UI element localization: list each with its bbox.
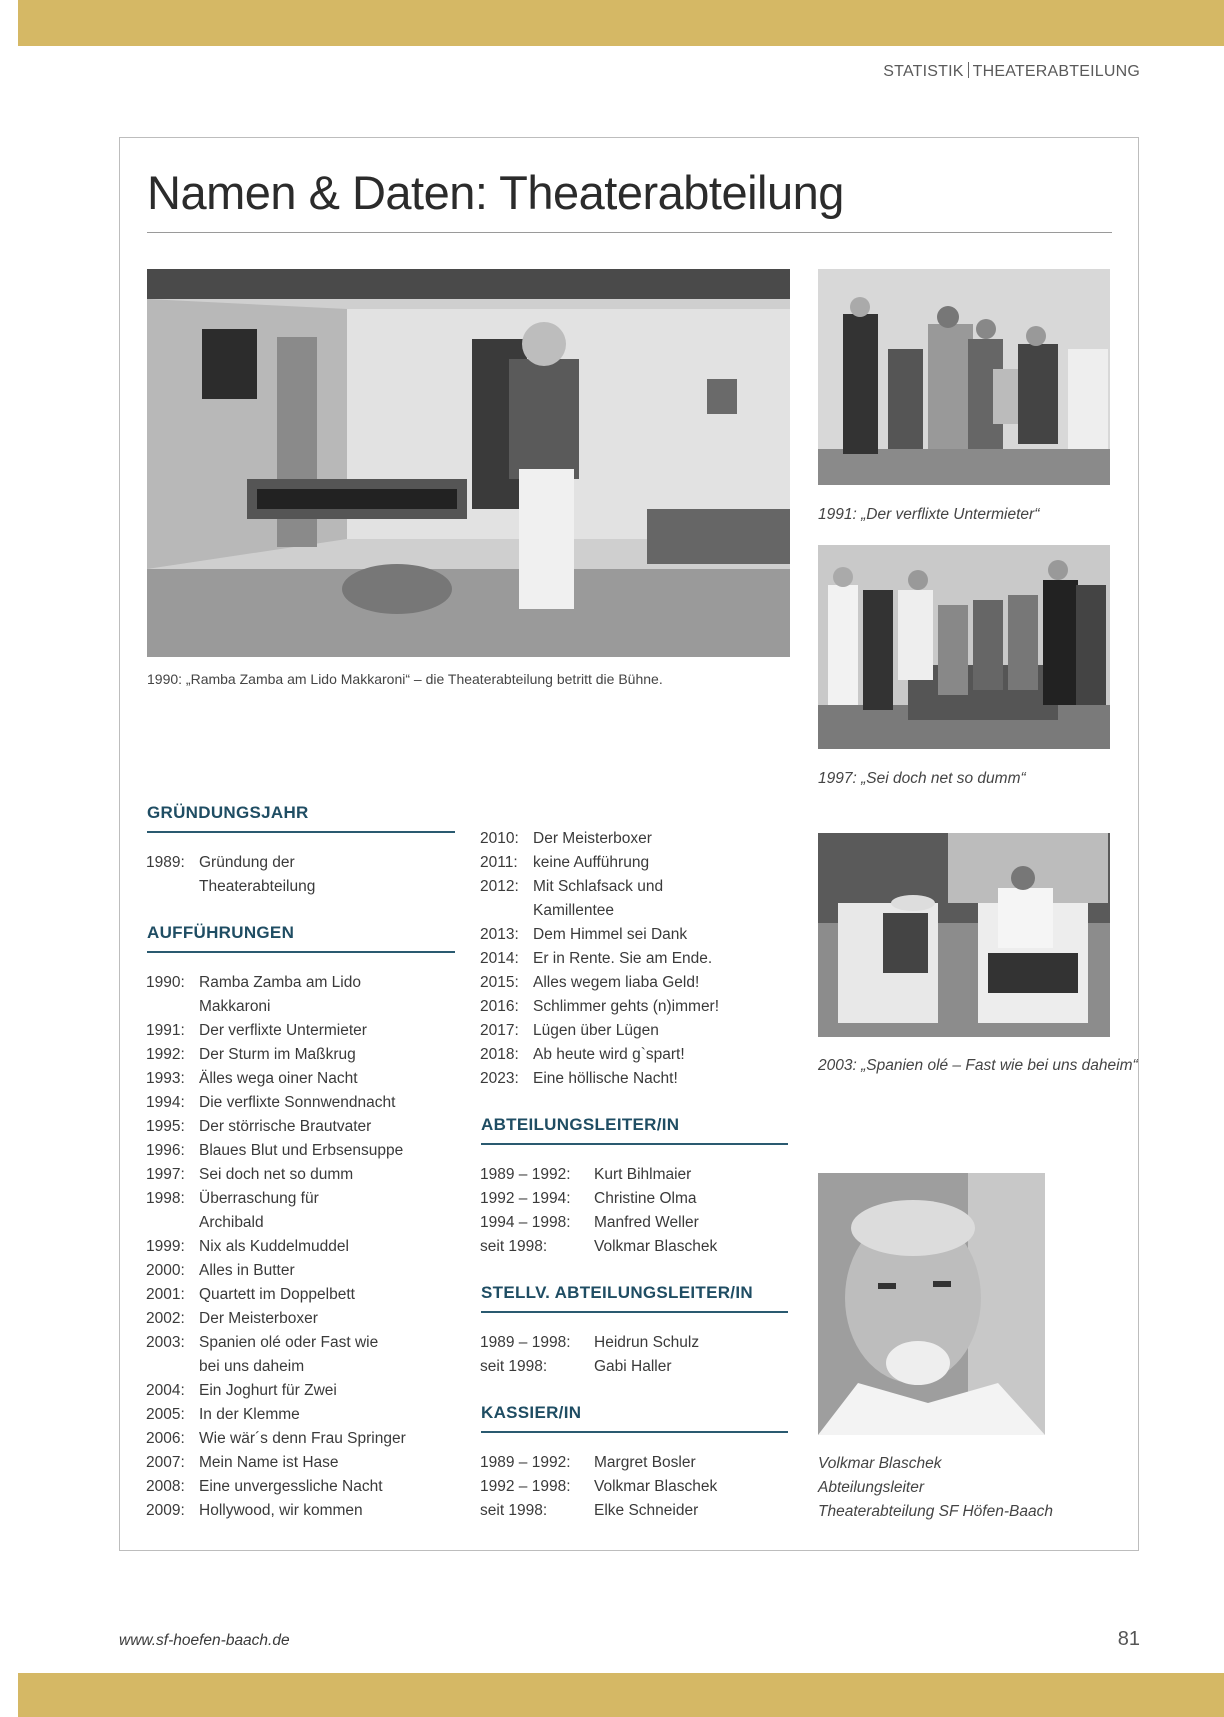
list-item-continuation: Archibald — [199, 1214, 264, 1231]
rule-auffuehrungen — [147, 951, 455, 953]
list-item: 2012: Mit Schlafsack und — [480, 878, 664, 895]
list-item: 1997: Sei doch net so dumm — [146, 1166, 354, 1183]
header-statistik: STATISTIK — [883, 63, 964, 80]
list-item: 1992: Der Sturm im Maßkrug — [146, 1046, 356, 1063]
list-item: 1993: Älles wega oiner Nacht — [146, 1070, 358, 1087]
caption-portrait-role: Abteilungsleiter — [818, 1479, 924, 1496]
list-item: 2015: Alles wegem liaba Geld! — [480, 974, 700, 991]
list-item: 2007: Mein Name ist Hase — [146, 1454, 339, 1471]
header-divider — [968, 62, 969, 78]
caption-portrait-org: Theaterabteilung SF Höfen-Baach — [818, 1503, 1053, 1520]
list-item: 2016: Schlimmer gehts (n)immer! — [480, 998, 720, 1015]
photo-portrait-blaschek — [818, 1173, 1045, 1435]
header-theater: THEATERABTEILUNG — [972, 63, 1140, 80]
list-item: seit 1998: Gabi Haller — [480, 1358, 672, 1375]
rule-stellv — [481, 1311, 788, 1313]
caption-main-photo: 1990: „Ramba Zamba am Lido Makkaroni“ – die Theaterabteilung betritt die Bühne. — [147, 671, 663, 687]
list-item: 2008: Eine unvergessliche Nacht — [146, 1478, 383, 1495]
list-item: 2014: Er in Rente. Sie am Ende. — [480, 950, 713, 967]
section-header — [883, 62, 1140, 81]
list-item: 2017: Lügen über Lügen — [480, 1022, 659, 1039]
list-item: 1989: Gründung der — [146, 854, 295, 871]
list-item: 1989 – 1998: Heidrun Schulz — [480, 1334, 700, 1351]
photo-untermieter — [818, 269, 1110, 485]
heading-stellv-abteilungsleiter: STELLV. ABTEILUNGSLEITER/IN — [481, 1283, 753, 1302]
caption-portrait — [818, 1452, 1053, 1524]
list-item: 2002: Der Meisterboxer — [146, 1310, 318, 1327]
heading-auffuehrungen: AUFFÜHRUNGEN — [147, 923, 295, 942]
list-item: seit 1998: Volkmar Blaschek — [480, 1238, 718, 1255]
list-item: 2003: Spanien olé oder Fast wie — [146, 1334, 379, 1351]
list-item: 2018: Ab heute wird g`spart! — [480, 1046, 685, 1063]
heading-gruendungsjahr: GRÜNDUNGSJAHR — [147, 803, 309, 822]
heading-kassier: KASSIER/IN — [481, 1403, 582, 1422]
list-item: 1992 – 1998: Volkmar Blaschek — [480, 1478, 718, 1495]
list-item: 2005: In der Klemme — [146, 1406, 300, 1423]
list-item: 2010: Der Meisterboxer — [480, 830, 652, 847]
list-item: 2013: Dem Himmel sei Dank — [480, 926, 688, 943]
heading-abteilungsleiter: ABTEILUNGSLEITER/IN — [481, 1115, 680, 1134]
caption-sei-doch: 1997: „Sei doch net so dumm“ — [818, 770, 1026, 787]
list-item: 2006: Wie wär´s denn Frau Springer — [146, 1430, 406, 1447]
list-item: 1989 – 1992: Margret Bosler — [480, 1454, 696, 1471]
rule-gruendungsjahr — [147, 831, 455, 833]
list-kassier — [480, 1451, 790, 1523]
caption-portrait-name: Volkmar Blaschek — [818, 1455, 942, 1472]
title-rule — [147, 232, 1112, 233]
list-item: seit 1998: Elke Schneider — [480, 1502, 699, 1519]
caption-spanien-ole: 2003: „Spanien olé – Fast wie bei uns daheim“ — [818, 1057, 1138, 1074]
list-item: 1994: Die verflixte Sonnwendnacht — [146, 1094, 396, 1111]
list-item: 2011: keine Aufführung — [480, 854, 650, 871]
list-auffuehrungen-col2 — [480, 827, 790, 1091]
footer-url: www.sf-hoefen-baach.de — [119, 1632, 290, 1649]
list-item: 2004: Ein Joghurt für Zwei — [146, 1382, 337, 1399]
list-item: 1992 – 1994: Christine Olma — [480, 1190, 697, 1207]
list-gruendung — [146, 851, 456, 899]
list-item: 1989 – 1992: Kurt Bihlmaier — [480, 1166, 692, 1183]
rule-kassier — [481, 1431, 788, 1433]
list-item: 1998: Überraschung für — [146, 1190, 319, 1207]
top-gold-band — [18, 0, 1224, 46]
page-title: Namen & Daten: Theaterabteilung — [147, 166, 844, 219]
bottom-gold-band — [18, 1673, 1224, 1717]
list-item-continuation: Makkaroni — [199, 998, 271, 1015]
list-item: Theaterabteilung — [199, 878, 316, 895]
photo-sei-doch — [818, 545, 1110, 749]
list-item: 2023: Eine höllische Nacht! — [480, 1070, 678, 1087]
list-auffuehrungen-col1 — [146, 971, 456, 1523]
list-item: 1996: Blaues Blut und Erbsensuppe — [146, 1142, 404, 1159]
list-abteilungsleiter — [480, 1163, 790, 1259]
list-item-continuation: Kamillentee — [533, 902, 614, 919]
photo-spanien-ole — [818, 833, 1110, 1037]
list-item: 2001: Quartett im Doppelbett — [146, 1286, 355, 1303]
list-item: 1995: Der störrische Brautvater — [146, 1118, 372, 1135]
list-item: 1991: Der verflixte Untermieter — [146, 1022, 367, 1039]
list-item-continuation: bei uns daheim — [199, 1358, 305, 1375]
page-number: 81 — [1117, 1628, 1140, 1650]
list-item: 2009: Hollywood, wir kommen — [146, 1502, 363, 1519]
photo-ramba-zamba — [147, 269, 790, 657]
list-item: 1990: Ramba Zamba am Lido — [146, 974, 361, 991]
caption-untermieter: 1991: „Der verflixte Untermieter“ — [818, 506, 1040, 523]
list-item: 1994 – 1998: Manfred Weller — [480, 1214, 699, 1231]
list-item: 2000: Alles in Butter — [146, 1262, 295, 1279]
rule-abteilungsleiter — [481, 1143, 788, 1145]
list-stellv-abteilungsleiter — [480, 1331, 790, 1379]
list-item: 1999: Nix als Kuddelmuddel — [146, 1238, 349, 1255]
